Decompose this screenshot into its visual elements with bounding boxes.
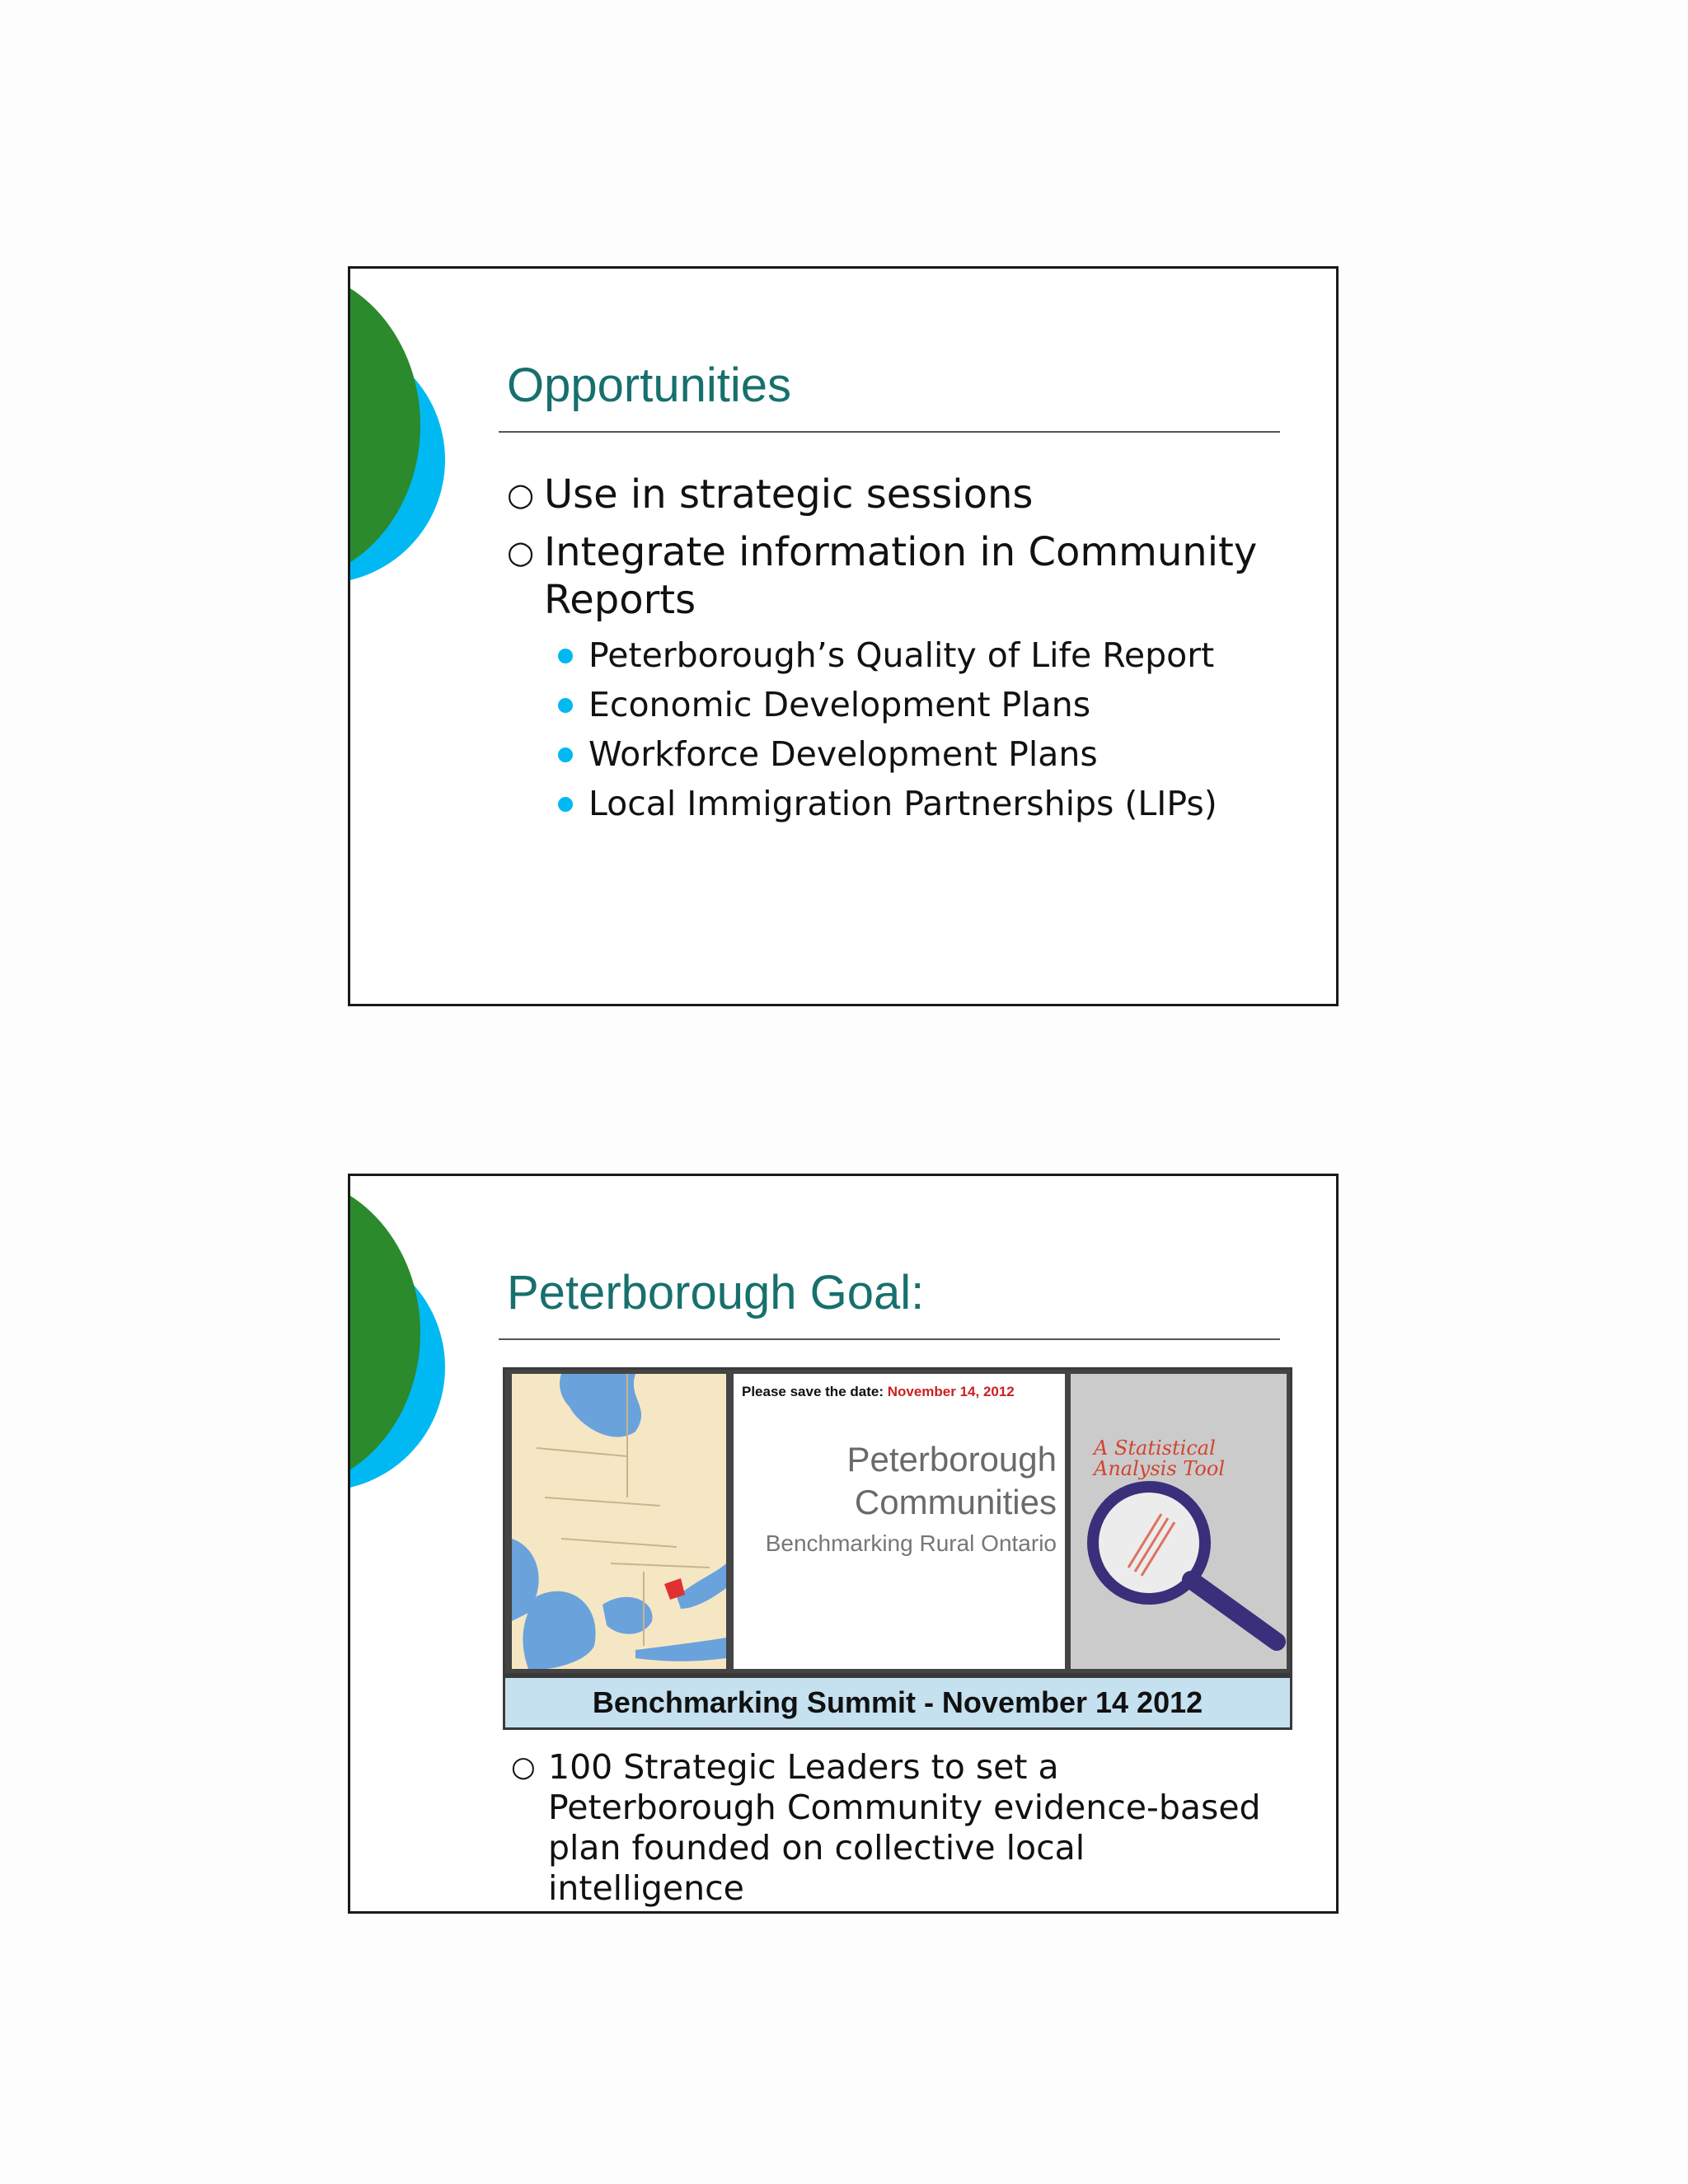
banner-title-line2: Communities	[854, 1483, 1057, 1521]
bullet-text: Integrate information in Community Reports	[544, 529, 1258, 623]
sub-bullet-item	[558, 733, 1098, 775]
save-date: November 14, 2012	[887, 1384, 1015, 1399]
sub-bullet-item	[558, 635, 1214, 676]
summit-banner-image	[503, 1367, 1292, 1730]
slide-title: Opportunities	[507, 359, 791, 412]
ontario-map-icon	[512, 1374, 726, 1669]
title-divider	[499, 1338, 1280, 1340]
bullet-item	[507, 528, 1290, 624]
bullet-text: 100 Strategic Leaders to set a Peterborough Community evidence-based plan founded on collective local intelligence	[548, 1747, 1261, 1908]
save-the-date-panel	[734, 1374, 1065, 1669]
bullet-dot-icon	[558, 748, 573, 762]
ontario-map	[512, 1374, 726, 1669]
bullet-dot-icon	[558, 698, 573, 713]
bullet-dot-icon	[558, 797, 573, 812]
slide-title: Peterborough Goal:	[507, 1266, 925, 1319]
bullet-item	[507, 471, 1033, 518]
slide-peterborough-goal	[348, 1174, 1339, 1914]
sub-bullet-text: Local Immigration Partnerships (LIPs)	[588, 784, 1217, 823]
banner-title-line1: Peterborough	[846, 1440, 1057, 1479]
bullet-text: Use in strategic sessions	[544, 471, 1034, 518]
analysis-tool-panel	[1071, 1374, 1287, 1669]
sub-bullet-item	[558, 783, 1217, 824]
hollow-circle-icon: ○	[507, 476, 535, 513]
tool-caption: A Statistical Analysis Tool	[1094, 1436, 1225, 1480]
sub-bullet-text: Peterborough’s Quality of Life Report	[588, 635, 1215, 675]
summit-caption: Benchmarking Summit - November 14 2012	[505, 1678, 1290, 1727]
slide-opportunities	[348, 266, 1339, 1006]
sub-bullet-text: Workforce Development Plans	[588, 734, 1098, 774]
magnifying-glass-icon	[1071, 1374, 1287, 1669]
hollow-circle-icon: ○	[507, 534, 535, 570]
banner-subtitle: Benchmarking Rural Ontario	[765, 1530, 1057, 1556]
sub-bullet-text: Economic Development Plans	[588, 685, 1091, 724]
title-divider	[499, 431, 1280, 433]
banner-panels	[505, 1370, 1290, 1673]
bullet-item	[511, 1747, 1269, 1909]
save-the-date-line: Please save the date: November 14, 2012	[742, 1384, 1015, 1399]
hollow-circle-icon: ○	[511, 1750, 536, 1783]
sub-bullet-item	[558, 684, 1090, 725]
bullet-dot-icon	[558, 649, 573, 663]
